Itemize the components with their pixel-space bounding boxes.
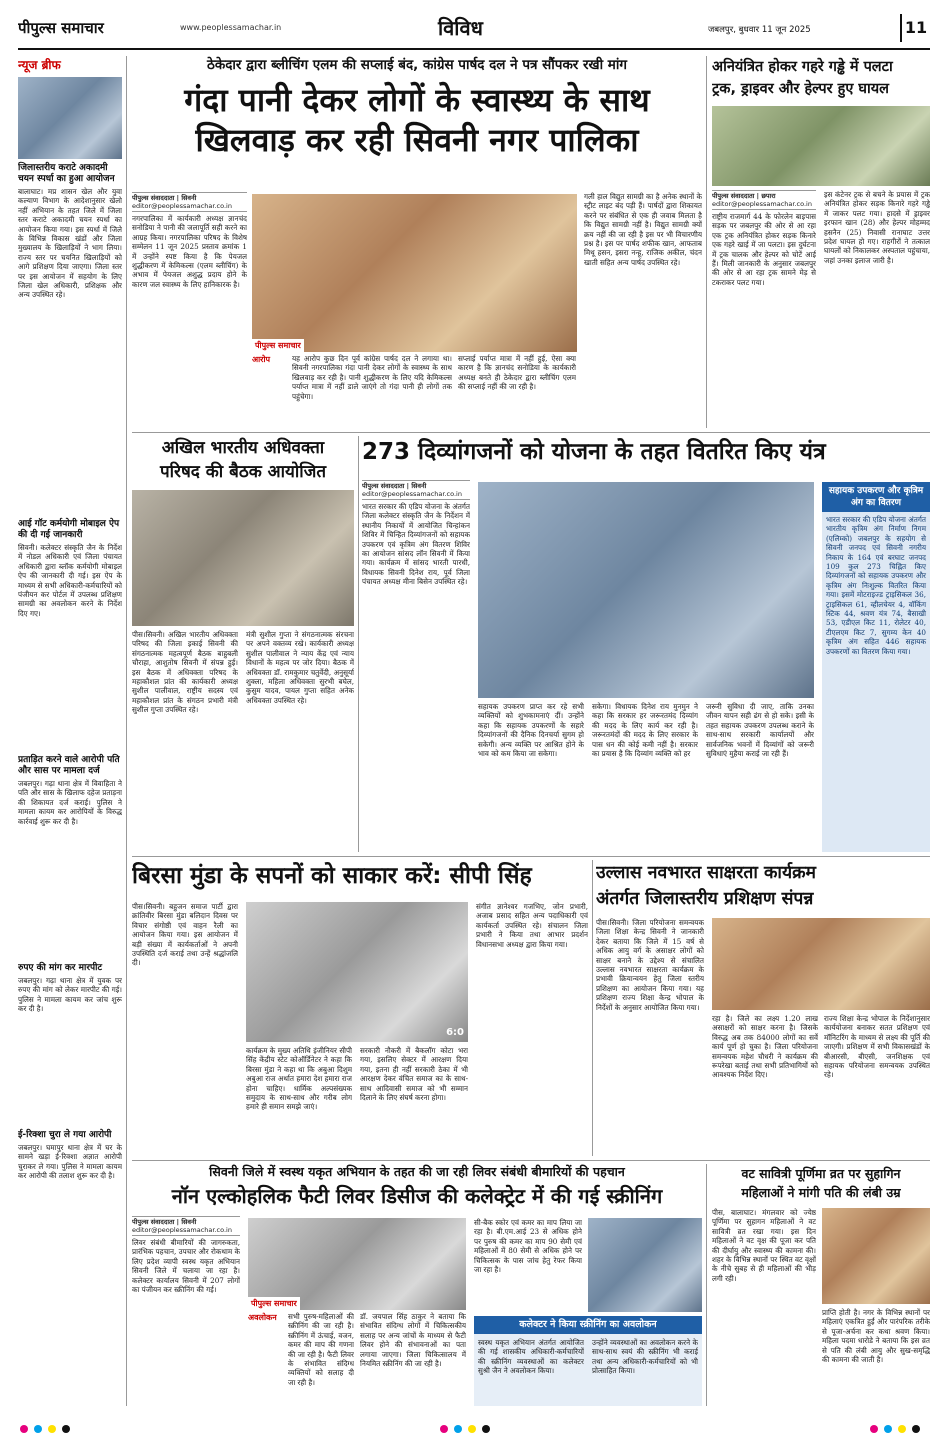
- liver-box-title: कलेक्टर ने किया स्क्रीनिंग का अवलोकन: [474, 1316, 702, 1334]
- advocate-photo: [132, 490, 354, 626]
- advocate-divider: [358, 436, 359, 852]
- liver-headline: नॉन एल्कोहलिक फैटी लिवर डिसीज की कलेक्ट्रेट में की गई स्क्रीनिंग: [171, 1184, 663, 1208]
- advocate-story: [132, 436, 354, 852]
- news-brief-label: न्यूज ब्रीफ: [18, 58, 61, 72]
- lead-headline-1: गंदा पानी देकर लोगों के स्वास्थ्य के साथ: [184, 81, 650, 119]
- brief-head-2: आई गॉट कर्मयोगी मोबाइल ऐप की दी गई जानकारी: [18, 519, 120, 540]
- birsa-col-2: कार्यक्रम के मुख्य अतिथि इंजीनियर सीपी सिंह केंद्रीय स्टेट कोऑर्डिनेटर ने कहा कि बिरसा मुंडा ने कहा था कि अबुआ दिशुम अबुआ राज अर्थात हमारा देश हमारा राज होना चाहिए। धार्मिक अल्पसंख्यक समुदाय के साथ-साथ और गरीब लोग हमारे ही समान समझे जाएं।: [246, 1046, 352, 1112]
- accident-byline-email: editor@peoplessamachar.co.in: [712, 200, 812, 208]
- row-divider-2: [132, 856, 930, 857]
- masthead-url: www.peoplessamachar.in: [180, 23, 282, 32]
- birsa-story: [132, 860, 588, 1156]
- liver-box-body-2: उन्होंने व्यवस्थाओं का अवलोकन करने के साथ-साथ स्वयं की स्क्रीनिंग भी कराई तथा अन्य अधिकारी-कर्मचारियों को भी प्रोत्साहित किया।: [592, 1338, 698, 1376]
- accident-photo: [712, 106, 930, 186]
- vat-col-1: पीस, बालाघाट। मंगलवार को ज्येष्ठ पूर्णिमा पर सुहागन महिलाओं ने वट सावित्री व्रत रखा गया। इस दिन महिलाओं ने वट वृक्ष की पूजा कर पति की दीर्घायु और स्वास्थ्य की कामना की। शहर के विभिन्न स्थानों पर स्थित वट वृक्षों के नीचे सुबह से ही महिलाओं की भीड़ लगी रही।: [712, 1208, 816, 1283]
- brief-body-3: जबलपुर। गढ़ा थाना क्षेत्र में विवाहिता ने पति और सास के खिलाफ दहेज प्रताड़ना की शिकायत दर्ज कराई। पुलिस ने मामला कायम कर आरोपियों के विरुद्ध कार्रवाई शुरू कर दी है।: [18, 779, 122, 826]
- divyang-byline-place: सिवनी: [411, 482, 427, 490]
- lead-byline-name: पीपुल्स संवाददाता: [132, 194, 175, 202]
- liver-box-body-1: स्वस्थ यकृत अभियान अंतर्गत आयोजित की गई शासकीय अधिकारी-कर्मचारियों की स्क्रीनिंग व्यवस्थाओं का कलेक्टर सुश्री जैन ने अवलोकन किया।: [478, 1338, 584, 1376]
- news-brief-column: [18, 56, 122, 1406]
- vat-headline-2: महिलाओं ने मांगी पति की लंबी उम्र: [741, 1185, 901, 1200]
- advocate-headline-2: परिषद की बैठक आयोजित: [159, 462, 327, 482]
- advocate-col-1: पीस।सिवनी। अखिल भारतीय अधिवक्ता परिषद की जिला इकाई सिवनी की संगठनात्मक महत्वपूर्ण बैठक बाहुबली चौराहा, आशुतोष सिवनी में संपन्न हुई। इस बैठक में अधिवक्ता परिषद के महाकौशल प्रांत की कार्यकारी अध्यक्ष सुशील पालीवाल, राष्ट्रीय सदस्य एवं महाकौशल प्रांत के संगठन प्रभारी मंत्री सुशील गुप्ता उपस्थित रहे।: [132, 630, 238, 715]
- brief-body-2: सिवनी। कलेक्टर संस्कृति जैन के निर्देश में नोडल अधिकारी एवं जिला पंचायत अधिकारी द्वारा ब्लॉक कर्मयोगी मोबाइल ऐप की जानकारी दी गई। इस ऐप के माध्यम से सभी अधिकारी-कर्मचारियों को पंजीयन कर पोर्टल में उपलब्ध प्रशिक्षण सामग्री का अवलोकन करने के निर्देश दिए गए।: [18, 543, 122, 618]
- masthead-rule: [18, 48, 930, 50]
- vat-photo: [822, 1208, 930, 1304]
- birsa-col-4: संगीत ज्ञानेश्वर गजभिए, जोन प्रभारी, अजाब प्रसाद सहित अन्य पदाधिकारी एवं कार्यकर्ता उपस्थित रहे। संचालन जिला प्रभारी ने किया तथा आभार प्रदर्शन विधानसभा अध्यक्ष द्वारा किया गया।: [476, 902, 588, 949]
- divyang-col-4: जरूरी सुविधा दी जाए, ताकि उनका जीवन यापन सही ढंग से हो सके। इसी के तहत सहायक उपकरण उपलब्ध कराने के साथ-साथ सरकारी कार्यालयों और सार्वजनिक भवनों में दिव्यांगों को जरूरी सुविधाएं मुहैया कराई जा रही हैं।: [706, 702, 814, 759]
- liver-byline: पीपुल्स संवाददाता | सिवनी editor@peoplessamachar.co.in: [132, 1216, 240, 1236]
- birsa-col-1: पीस।सिवनी। बहुजन समाज पार्टी द्वारा क्रांतिवीर बिरसा मुंडा बलिदान दिवस पर विचार संगोष्ठी एवं वाहन रैली का आयोजन किया गया। इस आयोजन में बड़ी संख्या में कार्यकर्ताओं ने अपनी उपस्थिति दर्ज कराई तथा उन्हें श्रद्धांजलि दी।: [132, 902, 238, 968]
- ullas-col-3: राज्य शिक्षा केन्द्र भोपाल के निर्देशानुसार कार्ययोजना बनाकर सतत प्रशिक्षण एवं मॉनिटरिंग के माध्यम से लक्ष्य की पूर्ति की जाएगी। प्रशिक्षण में सभी विकासखंडों के बीआरसी, बीएसी, जनशिक्षक एवं सहायक परियोजना समन्वयक उपस्थित रहे।: [824, 1014, 930, 1080]
- lead-photo-caption: आरोप: [252, 355, 271, 364]
- liver-col-3: डॉ. जयपाल सिंह ठाकुर ने बताया कि संभावित संदिग्ध लोगों में चिकित्सकीय सलाह पर अन्य जांचों के माध्यम से फैटी लिवर होने की संभावनाओं का पता लगाया जाएगा। जिला चिकित्सालय में नियमित स्क्रीनिंग की जा रही है।: [360, 1312, 466, 1369]
- divyang-story: [362, 436, 930, 852]
- accident-col-2: इस कंटेनर ट्रक से बचने के प्रयास में ट्रक अनियंत्रित होकर सड़क किनारे गहरे गड्ढे में जाकर पलट गया। हादसे में ड्राइवर इरफान खान (28) और हेल्पर मोहम्मद हसनैन (25) निवासी रानाघाट उत्तर प्रदेश घायल हो गए। राहगीरों ने तत्काल घायलों को निकालकर अस्पताल पहुंचाया, जहां उनका इलाज जारी है।: [824, 190, 930, 265]
- divyang-col-2: सहायक उपकरण प्राप्त कर रहे सभी व्यक्तियों को शुभकामनाएं दीं। उन्होंने कहा कि सहायक उपकरणों के सहारे दिव्यांगजनों की दैनिक दिनचर्या सुगम हो सकेगी। अन्य व्यक्ति पर आश्रित होने के भाव को कम किया जा सकेगा।: [478, 702, 584, 759]
- divyang-headline: 273 दिव्यांगजनों को योजना के तहत वितरित किए यंत्र: [362, 439, 826, 465]
- lead-divider: [706, 56, 707, 428]
- liver-col-4: सी-बैक स्कोर एवं कमर का माप लिया जा रहा है। बी.एम.आई 23 से अधिक होने पर पुरुष की कमर का माप 90 सेमी एवं महिलाओं में 80 सेमी से अधिक होने पर चिकित्सक के पास जांच हेतु रेफर किया जा रहा है।: [474, 1218, 582, 1275]
- vat-story: [712, 1164, 930, 1406]
- liver-photo-tag: पीपुल्स समाचार: [248, 1297, 300, 1310]
- registration-bar-bottom: [0, 1415, 945, 1445]
- lead-byline-place: सिवनी: [181, 194, 197, 202]
- lead-byline: पीपुल्स संवाददाता | सिवनी editor@peoplessamachar.co.in: [132, 192, 247, 212]
- divyang-col-1: भारत सरकार की एडिप योजना के अंतर्गत जिला कलेक्टर संस्कृति जैन के निर्देशन में स्थानीय निकायों में आयोजित चिन्हांकन शिविर में चिन्हित दिव्यांगजनों को सहायक उपकरण एवं कृत्रिम अंग वितरण शिविर का आयोजन सांसद लॉन सिवनी में किया गया। कार्यक्रम में सांसद भारती पारधी, विधायक सिवनी दिनेश राय, पूर्व जिला पंचायत अध्यक्ष मीना बिसेन उपस्थित रहे।: [362, 502, 470, 587]
- row-divider-1: [132, 432, 930, 433]
- brief-body-1: बालाघाट। मप्र शासन खेल और युवा कल्याण विभाग के आदेशानुसार खेलो नहीं अभियान के तहत जिले में जिला स्तर कराटे अकादमी चयन स्पर्धा का आयोजन किया गया। इस स्पर्धा में जिले के विभिन्न विकास खंडों और जिला मुख्यालय के खिलाड़ियों ने भाग लिया। राज्य स्तर पर चयनित खिलाड़ियों को आगे प्रशिक्षण दिया जाएगा। जिला स्तर पर इस आयोजन में सहयोग के लिए जिला खेल अधिकारी, प्रशिक्षक और अन्य उपस्थित रहे।: [18, 187, 122, 300]
- lead-col-2: यह आरोप कुछ दिन पूर्व कांग्रेस पार्षद दल ने लगाया था। सिवनी नगरपालिका गंदा पानी देकर लोगों के स्वास्थ्य के साथ खिलवाड़ कर रही है। पानी शुद्धीकरण के लिए यदि केमिकल्स पर्याप्त मात्रा में नहीं डाले जाएंगे तो गंदा पानी ही लोगों तक पहुंचेगा।: [292, 354, 452, 401]
- liver-byline-place: सिवनी: [181, 1218, 197, 1226]
- section-title: विविध: [438, 16, 483, 40]
- liver-photo: [248, 1218, 466, 1310]
- lead-col-1: नगरपालिका में कार्यकारी अध्यक्ष ज्ञानचंद सनोडिया ने पानी की जलापूर्ति सही करने का आग्रह किया। नगरपालिका परिषद के विशेष सम्मेलन 11 जून 2025 प्रस्ताव क्रमांक 1 में उन्होंने स्पष्ट किया है कि पेयजल शुद्धीकरण में केमिकल्स (एलम ब्लीचिंग) के अभाव में पेयजल अशुद्ध प्रदाय होने के कारण जल स्वास्थ्य के लिए हानिकारक है।: [132, 214, 247, 289]
- birsa-col-3: सरकारी नौकरी में बैकलॉग कोटा भरा गया, इसलिए सेक्टर में आरक्षण दिया गया, इतना ही नहीं सरकारी ठेका में भी आरक्षण देकर वंचित समाज का के साथ-साथ आदिवासी समाज को भी सम्मान दिलाने के लिए संघर्ष करना होगा।: [360, 1046, 468, 1103]
- divyang-sidebar-title: सहायक उपकरण और कृत्रिम अंग का वितरण: [822, 482, 930, 512]
- liver-kicker: सिवनी जिले में स्वस्थ यकृत अभियान के तहत की जा रही लिवर संबंधी बीमारियों की पहचान: [209, 1164, 625, 1179]
- accident-byline-name: पीपुल्स संवाददाता: [712, 192, 755, 200]
- accident-byline: पीपुल्स संवाददाता | छपारा editor@peoplessamachar.co.in: [712, 190, 816, 210]
- liver-byline-email: editor@peoplessamachar.co.in: [132, 1226, 232, 1234]
- divyang-sidebar-body: भारत सरकार की एडिप योजना अंतर्गत भारतीय कृत्रिम अंग निर्माण निगम (एलिम्को) जबलपुर के सहयोग से सिवनी जनपद एवं सिवनी नगरीय निकाय के 164 एवं बरघाट जनपद 109 कुल 273 चिह्नित किए दिव्यांगजनों को सहायक उपकरण और कृत्रिम अंग निःशुल्क वितरित किया गया। इसमें मोटराइज्ड ट्राइसिकल 36, ट्राइसिकल 61, व्हीलचेयर 4, वॉकिंग स्टिक 44, श्रवण यंत्र 74, बैसाखी 53, एडीएल किट 11, रोलेटर 40, टीएलएम किट 7, सुगम्य केन 40 कृत्रिम अंग सहित 446 सहायक उपकरणों का वितरण किया गया।: [826, 515, 926, 656]
- liver-divider: [706, 1164, 707, 1406]
- divyang-byline-email: editor@peoplessamachar.co.in: [362, 490, 462, 498]
- brief-head-3: प्रताड़ित करने वाले आरोपी पति और सास पर मामला दर्ज: [18, 755, 120, 776]
- lead-headline-2: खिलवाड़ कर रही सिवनी नगर पालिका: [195, 121, 639, 159]
- liver-photo-2: [588, 1218, 702, 1312]
- lead-kicker: ठेकेदार द्वारा ब्लीचिंग एलम की सप्लाई बंद, कांग्रेस पार्षद दल ने पत्र सौंपकर रखी मांग: [207, 57, 627, 73]
- brief-body-5: जबलपुर। घमापुर थाना क्षेत्र में घर के सामने खड़ा ई-रिक्शा अज्ञात आरोपी चुराकर ले गया। पुलिस ने मामला कायम कर आरोपी की तलाश शुरू कर दी है।: [18, 1143, 122, 1181]
- brief-head-1: जिलास्तरीय कराटे अकादमी चयन स्पर्धा का हुआ आयोजन: [18, 163, 115, 184]
- lead-byline-email: editor@peoplessamachar.co.in: [132, 202, 232, 210]
- brief-body-4: जबलपुर। गढ़ा थाना क्षेत्र में युवक पर रुपए की मांग को लेकर मारपीट की गई। पुलिस ने मामला कायम कर जांच शुरू कर दी है।: [18, 976, 122, 1014]
- page-number: 11: [900, 14, 930, 42]
- accident-headline-2: ट्रक, ड्राइवर और हेल्पर हुए घायल: [712, 81, 889, 97]
- ullas-col-2: रहा है। जिले का लक्ष्य 1.20 लाख असाक्षरों को साक्षर करना है। जिसके विरुद्ध अब तक 84000 लोगों का सर्वे कार्य पूर्ण हो चुका है। जिला परियोजना समन्वयक महेश चौधरी ने कार्यक्रम की रूपरेखा बताई तथा सभी प्रतिभागियों को आवश्यक निर्देश दिए।: [712, 1014, 818, 1080]
- lead-story: [132, 56, 702, 428]
- lead-col-4: गली हाल विद्युत सामग्री का है अनेक स्थानों के स्ट्रीट लाइट बंद पड़ी हैं। पार्षदों द्वारा शिकायत करने पर संबंधित से एक ही जवाब मिलता है कि विद्युत सामग्री नहीं है। विद्युत सामग्री क्यों क्रय नहीं की जा रही है इस पर भी विचारणीय प्रश्न है। इस पर पार्षद शफीक खान, आफताब मिथू हसन, इसरा नन्हू, राजिक अकील, चंदन खाती सहित अन्य पार्षद उपस्थित रहे।: [584, 192, 702, 267]
- liver-byline-name: पीपुल्स संवाददाता: [132, 1218, 175, 1226]
- lead-photo: [252, 194, 577, 352]
- ullas-headline-1: उल्लास नवभारत साक्षरता कार्यक्रम: [596, 863, 816, 883]
- vat-headline-1: वट सावित्री पूर्णिमा व्रत पर सुहागिन: [741, 1166, 901, 1181]
- liver-col-1: लिवर संबंधी बीमारियों की जागरुकता, प्रारंभिक पहचान, उपचार और रोकथाम के लिए प्रदेश व्यापी स्वस्थ यकृत अभियान सिवनी जिले में चलाया जा रहा है। कलेक्टर कार्यालय सिवनी में 207 लोगों का पंजीयन कर स्क्रीनिंग की गई।: [132, 1238, 240, 1295]
- brief-head-4: रुपए की मांग कर मारपीट: [18, 963, 102, 973]
- accident-byline-place: छपारा: [761, 192, 776, 200]
- liver-story: [132, 1164, 702, 1406]
- ullas-headline-2: अंतर्गत जिलास्तरीय प्रशिक्षण संपन्न: [596, 889, 814, 909]
- advocate-col-2: मंत्री सुशील गुप्ता ने संगठनात्मक संरचना पर अपने वक्तव्य रखे। कार्यकारी अध्यक्ष सुशील पालीवाल ने न्याय केंद्र एवं न्याय विधानों के महत्व पर जोर दिया। बैठक में अधिवक्ता डॉ. रामकुमार चतुर्वेदी, अनुसूर्या शुक्ला, महिला अधिवक्ता सुरभी बघेल, कुसुम यादव, पायल गुप्ता सहित अनेक अधिवक्ता उपस्थित रहे।: [246, 630, 354, 705]
- dateline: जबलपुर, बुधवार 11 जून 2025: [708, 25, 811, 35]
- brief-divider: [126, 56, 127, 1406]
- divyang-photo: [478, 482, 814, 698]
- masthead: [18, 10, 930, 50]
- karate-photo: [18, 77, 122, 159]
- liver-box: [474, 1316, 702, 1406]
- divyang-byline-name: पीपुल्स संवाददाता: [362, 482, 405, 490]
- divyang-sidebar: [822, 482, 930, 852]
- birsa-headline: बिरसा मुंडा के सपनों को साकार करें: सीपी सिंह: [132, 863, 532, 889]
- birsa-divider: [592, 860, 593, 1156]
- accident-col-1: राष्ट्रीय राजमार्ग 44 के फोरलेन बाइपास सड़क पर जबलपुर की ओर से आ रहा एक ट्रक अनियंत्रित होकर सड़क किनारे एक गहरे खाई में जा पलटा। इस दुर्घटना में ट्रक चालक और हेल्पर को चोटें आई हैं। मिली जानकारी के अनुसार जबलपुर की ओर से आ रहा ट्रक सामने मेड़ से टकराकर पलट गया।: [712, 212, 816, 287]
- lead-col-3: सप्लाई पर्याप्त मात्रा में नहीं हुई, ऐसा क्या कारण है कि ज्ञानचंद सनोडिया के कार्यकारी अध्यक्ष बनते ही ठेकेदार द्वारा ब्लीचिंग एलम की सप्लाई नहीं की जा रही है।: [458, 354, 576, 392]
- liver-col-2: सभी पुरुष-महिलाओं की स्क्रीनिंग की जा रही है। स्क्रीनिंग में ऊंचाई, वजन, कमर की माप की गणना की जा रही है। फैटी लिवर के संभावित संदिग्ध व्यक्तियों को सलाह दी जा रही है।: [288, 1312, 354, 1387]
- ullas-col-1: पीस।सिवनी। जिला परियोजना समन्वयक जिला शिक्षा केन्द्र सिवनी ने जानकारी देकर बताया कि जिले में 15 वर्ष से अधिक आयु वर्ग के असाक्षर लोगों को साक्षर बनाने के उद्देश्य से संचालित उल्लास नवभारत साक्षरता कार्यक्रम के प्रभावी क्रियान्वयन हेतु जिला स्तरीय प्रशिक्षण का आयोजन किया गया। यह प्रशिक्षण राज्य शिक्षा केन्द्र भोपाल के निर्देशों के अनुसार आयोजित किया गया।: [596, 918, 704, 1012]
- lead-photo-tag: पीपुल्स समाचार: [252, 339, 304, 352]
- brief-head-5: ई-रिक्शा चुरा ले गया आरोपी: [18, 1130, 112, 1140]
- row-divider-3: [132, 1160, 930, 1161]
- birsa-video-photo[interactable]: [246, 902, 468, 1042]
- registration-bar-top: [0, 0, 945, 10]
- accident-headline-1: अनियंत्रित होकर गहरे गड्ढे में पलटा: [712, 59, 893, 75]
- liver-photo-caption: अवलोकन: [248, 1313, 277, 1322]
- divyang-byline: पीपुल्स संवाददाता | सिवनी editor@peoplessamachar.co.in: [362, 480, 470, 500]
- accident-story: [712, 56, 930, 428]
- vat-col-2: प्राप्ति होती है। नगर के विभिन्न स्थानों पर महिलाएं एकत्रित हुईं और पारंपरिक तरीके से पूजा-अर्चना कर कथा श्रवण किया। महिला पदमा धारोडे ने बताया कि इस व्रत से पति की लंबी आयु और सुख-समृद्धि की कामना की जाती है।: [822, 1308, 930, 1365]
- video-timestamp: 6:0: [446, 1027, 464, 1038]
- masthead-logo: पीपुल्स समाचार: [18, 19, 104, 37]
- divyang-col-3: सकेगा। विधायक दिनेश राय मुनमुन ने कहा कि सरकार हर जरूरतमंद दिव्यांग की मदद के लिए कार्य कर रही है। जरूरतमंदों की मदद के लिए सरकार के पास धन की कोई कमी नहीं है। सरकार का प्रयास है कि दिव्यांग व्यक्ति को हर: [592, 702, 698, 759]
- ullas-photo: [712, 918, 930, 1010]
- ullas-story: [596, 860, 930, 1156]
- advocate-headline-1: अखिल भारतीय अधिवक्ता: [161, 438, 325, 458]
